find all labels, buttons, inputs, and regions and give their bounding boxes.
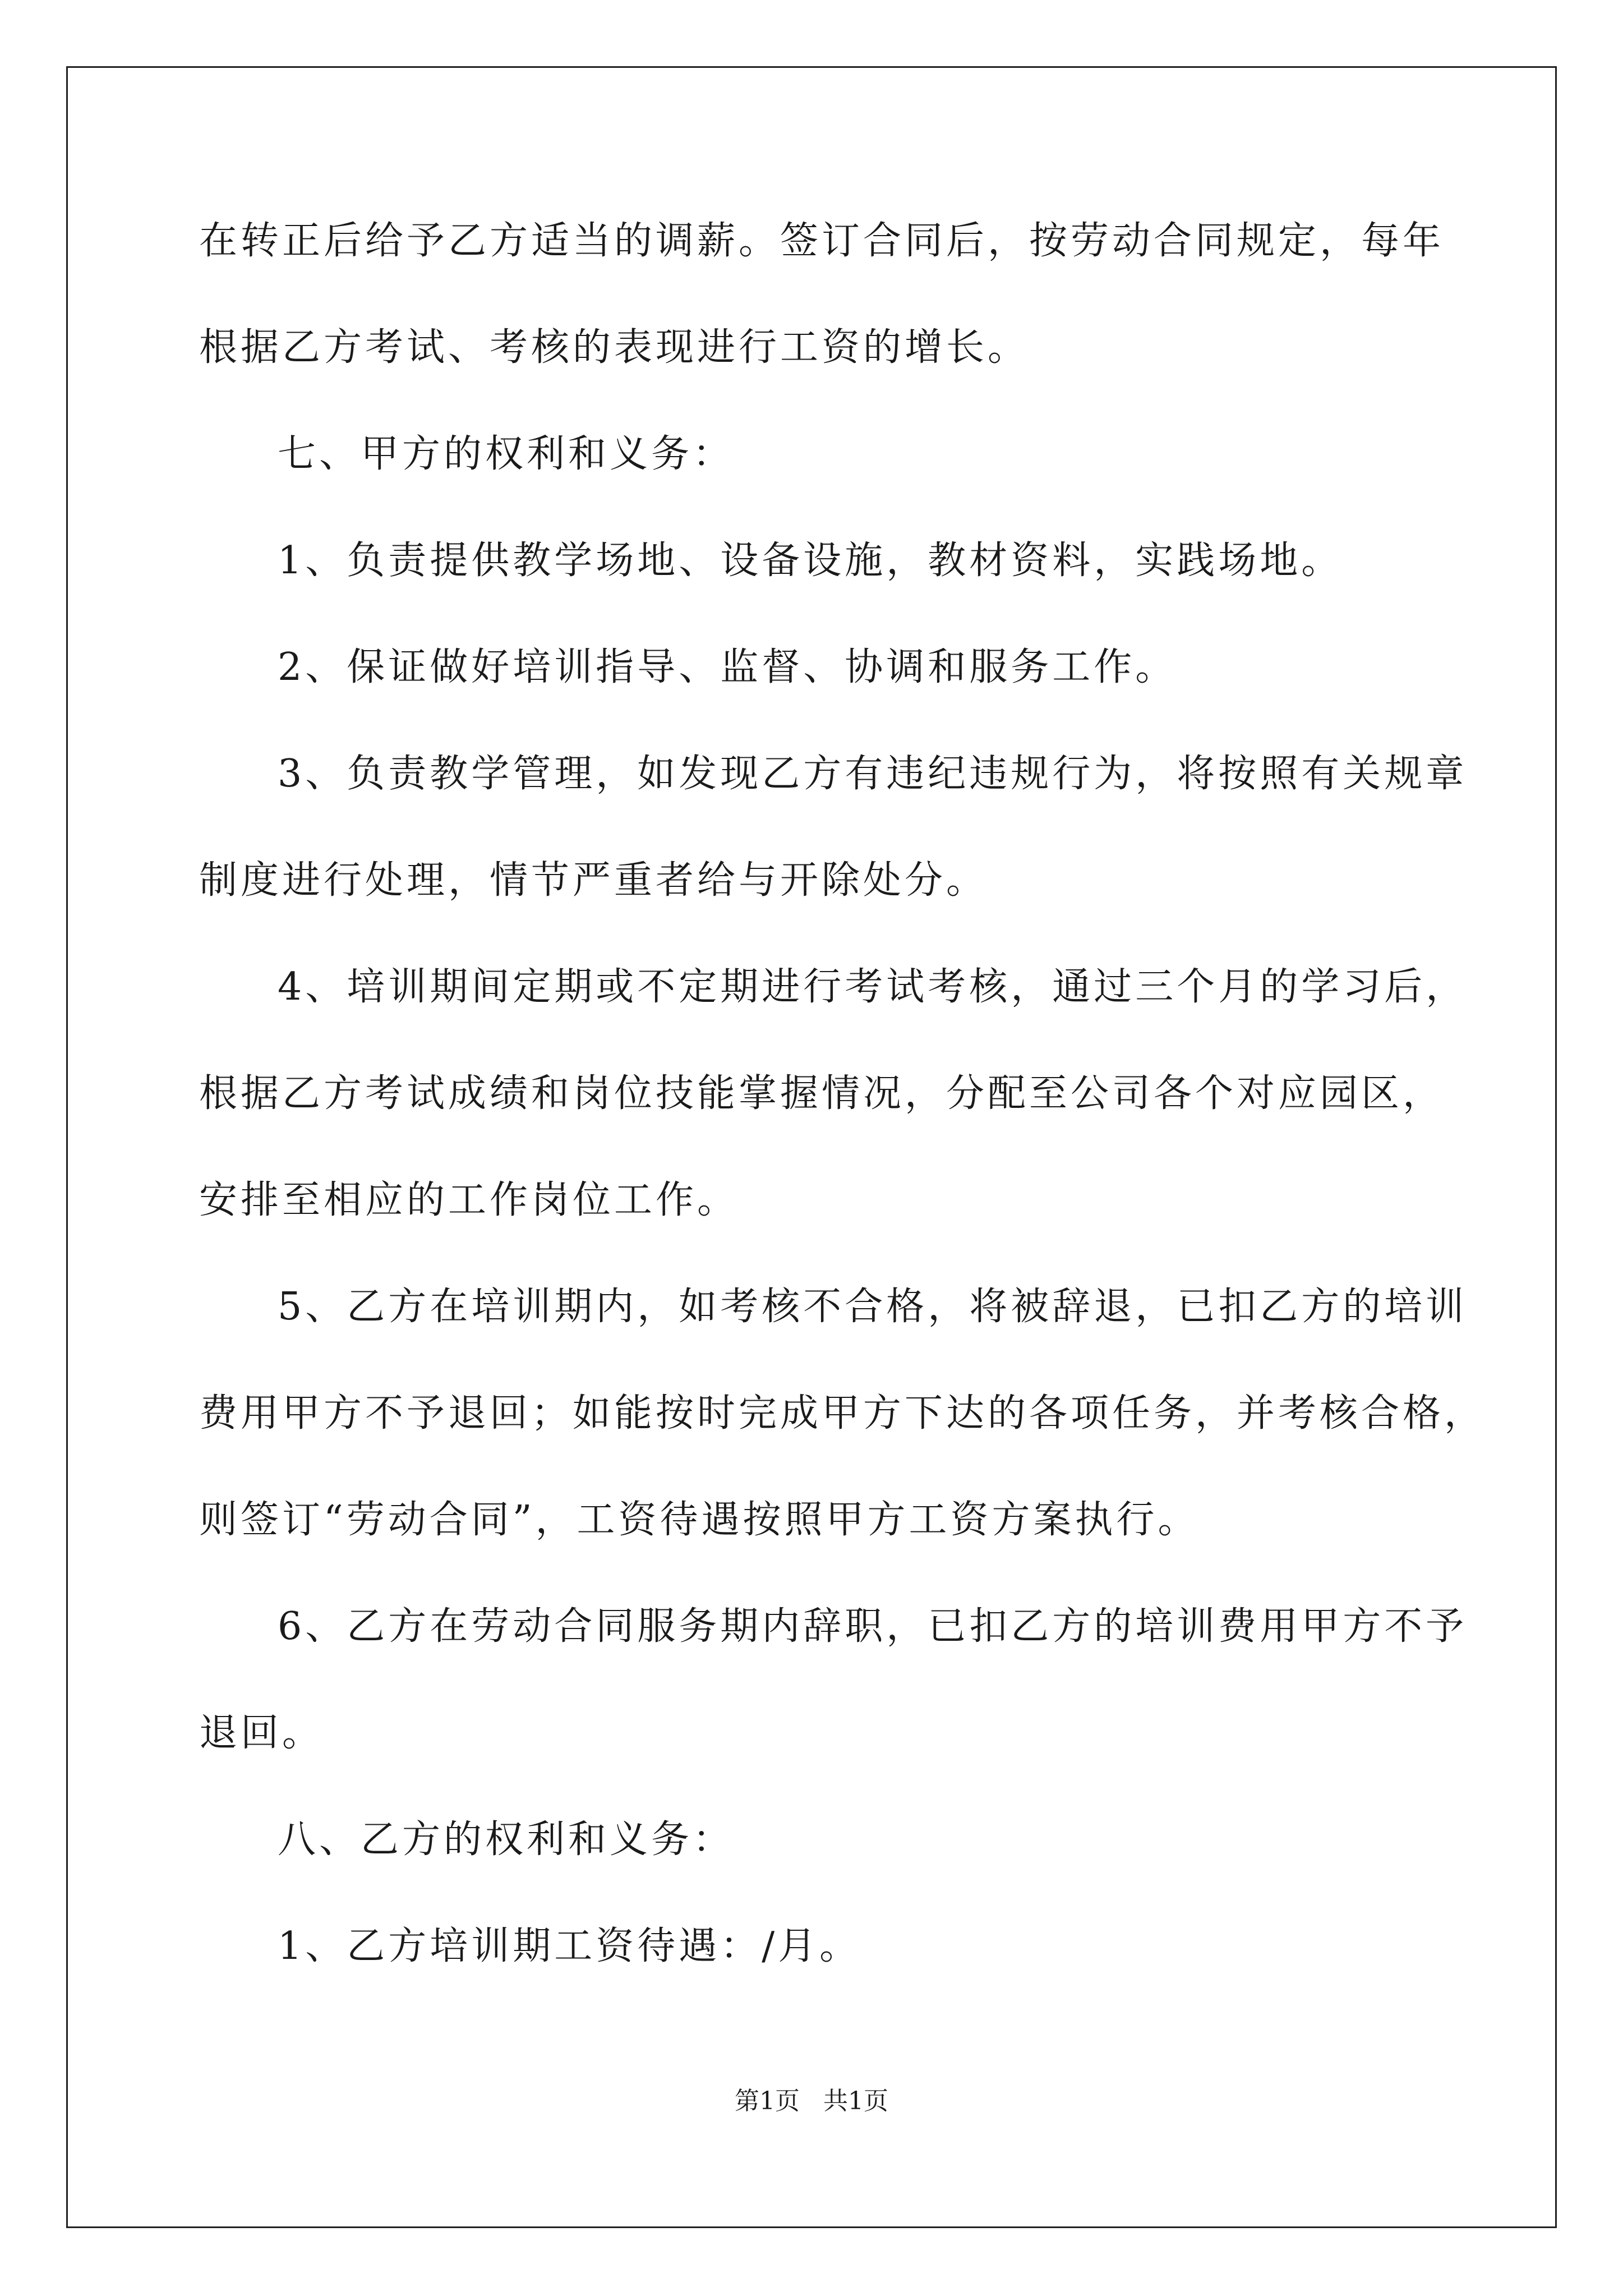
section-heading: 七、甲方的权利和义务： [278, 432, 735, 476]
paragraph-line: 2、保证做好培训指导、监督、协调和服务工作。 [278, 645, 1177, 689]
paragraph-line: 费用甲方不予退回；如能按时完成甲方下达的各项任务，并考核合格， [199, 1391, 1486, 1435]
paragraph-line: 5、乙方在培训期内，如考核不合格，将被辞退，已扣乙方的培训 [278, 1285, 1468, 1329]
paragraph-line: 1、乙方培训期工资待遇：/月。 [278, 1924, 861, 1968]
paragraph-line: 根据乙方考试、考核的表现进行工资的增长。 [199, 325, 1030, 370]
paragraph-line: 1、负责提供教学场地、设备设施，教材资料，实践场地。 [278, 539, 1343, 583]
paragraph-line: 则签订“劳动合同”，工资待遇按照甲方工资方案执行。 [199, 1498, 1200, 1542]
paragraph-line: 退回。 [199, 1711, 324, 1755]
page-number-footer: 第1页 共1页 [735, 2087, 888, 2115]
paragraph-line: 根据乙方考试成绩和岗位技能掌握情况，分配至公司各个对应园区， [199, 1071, 1445, 1116]
paragraph-line: 4、培训期间定期或不定期进行考试考核，通过三个月的学习后， [278, 965, 1468, 1009]
paragraph-line: 制度进行处理，情节严重者给与开除处分。 [199, 858, 988, 903]
page-border [66, 66, 1557, 2228]
paragraph-line: 安排至相应的工作岗位工作。 [199, 1178, 739, 1222]
paragraph-line: 6、乙方在劳动合同服务期内辞职，已扣乙方的培训费用甲方不予 [278, 1604, 1468, 1649]
paragraph-line: 3、负责教学管理，如发现乙方有违纪违规行为，将按照有关规章 [278, 752, 1468, 796]
section-heading: 八、乙方的权利和义务： [278, 1818, 735, 1862]
paragraph-line: 在转正后给予乙方适当的调薪。签订合同后，按劳动合同规定，每年 [199, 219, 1445, 263]
